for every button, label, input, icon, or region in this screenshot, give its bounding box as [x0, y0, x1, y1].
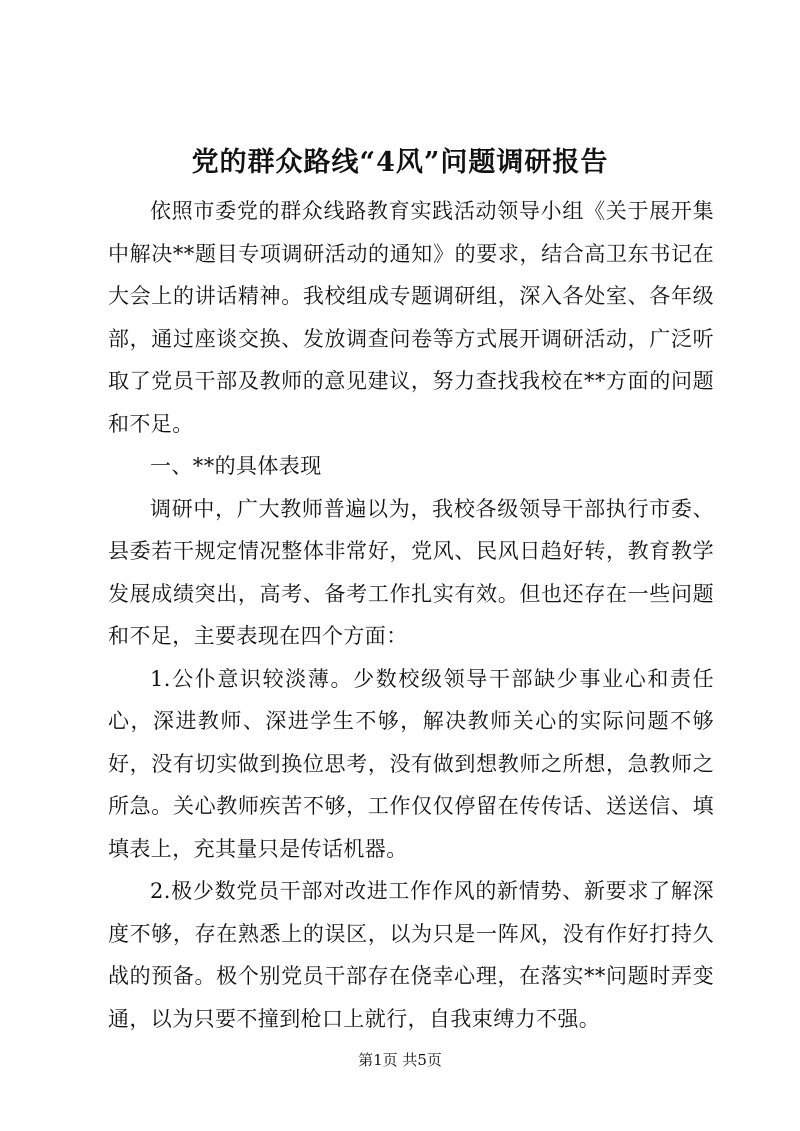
page-footer: 第1页 共5页 — [358, 1051, 442, 1069]
paragraph-intro: 依照市委党的群众线路教育实践活动领导小组《关于展开集中解决**题目专项调研活动的通知》的要求，结合高卫东书记在大会上的讲话精神。我校组成专题调研组，深入各处室、各年级部，通过座谈交换、发放调查问卷等方式展开调研活动，广泛听取了党员干部及教师的意见建议，努力查找我校在**方面的问题和不足。 — [108, 199, 714, 436]
paragraph-point-2: 2.极少数党员干部对改进工作作风的新情势、新要求了解深度不够，存在熟悉上的误区，以为只是一阵风，没有作好打持久战的预备。极个别党员干部存在侥幸心理，在落实**问题时弄变通，以为只要不撞到枪口上就行，自我束缚力不强。 — [108, 879, 714, 1031]
paragraph-point-1: 1.公仆意识较淡薄。少数校级领导干部缺少事业心和责任心，深进教师、深进学生不够，解决教师关心的实际问题不够好，没有切实做到换位思考，没有做到想教师之所想，急教师之所急。关心教师疾苦不够，工作仅仅停留在传传话、送送信、填填表上，充其量只是传话机器。 — [108, 666, 714, 861]
paragraph-survey: 调研中，广大教师普遍以为，我校各级领导干部执行市委、县委若干规定情况整体非常好，党风、民风日趋好转，教育教学发展成绩突出，高考、备考工作扎实有效。但也还存在一些问题和不足，主要表现在四个方面： — [108, 496, 714, 648]
document-body — [108, 190, 714, 1040]
section-heading: 一、**的具体表现 — [150, 454, 322, 478]
document-title: 党的群众路线“4风”问题调研报告 — [191, 147, 609, 178]
